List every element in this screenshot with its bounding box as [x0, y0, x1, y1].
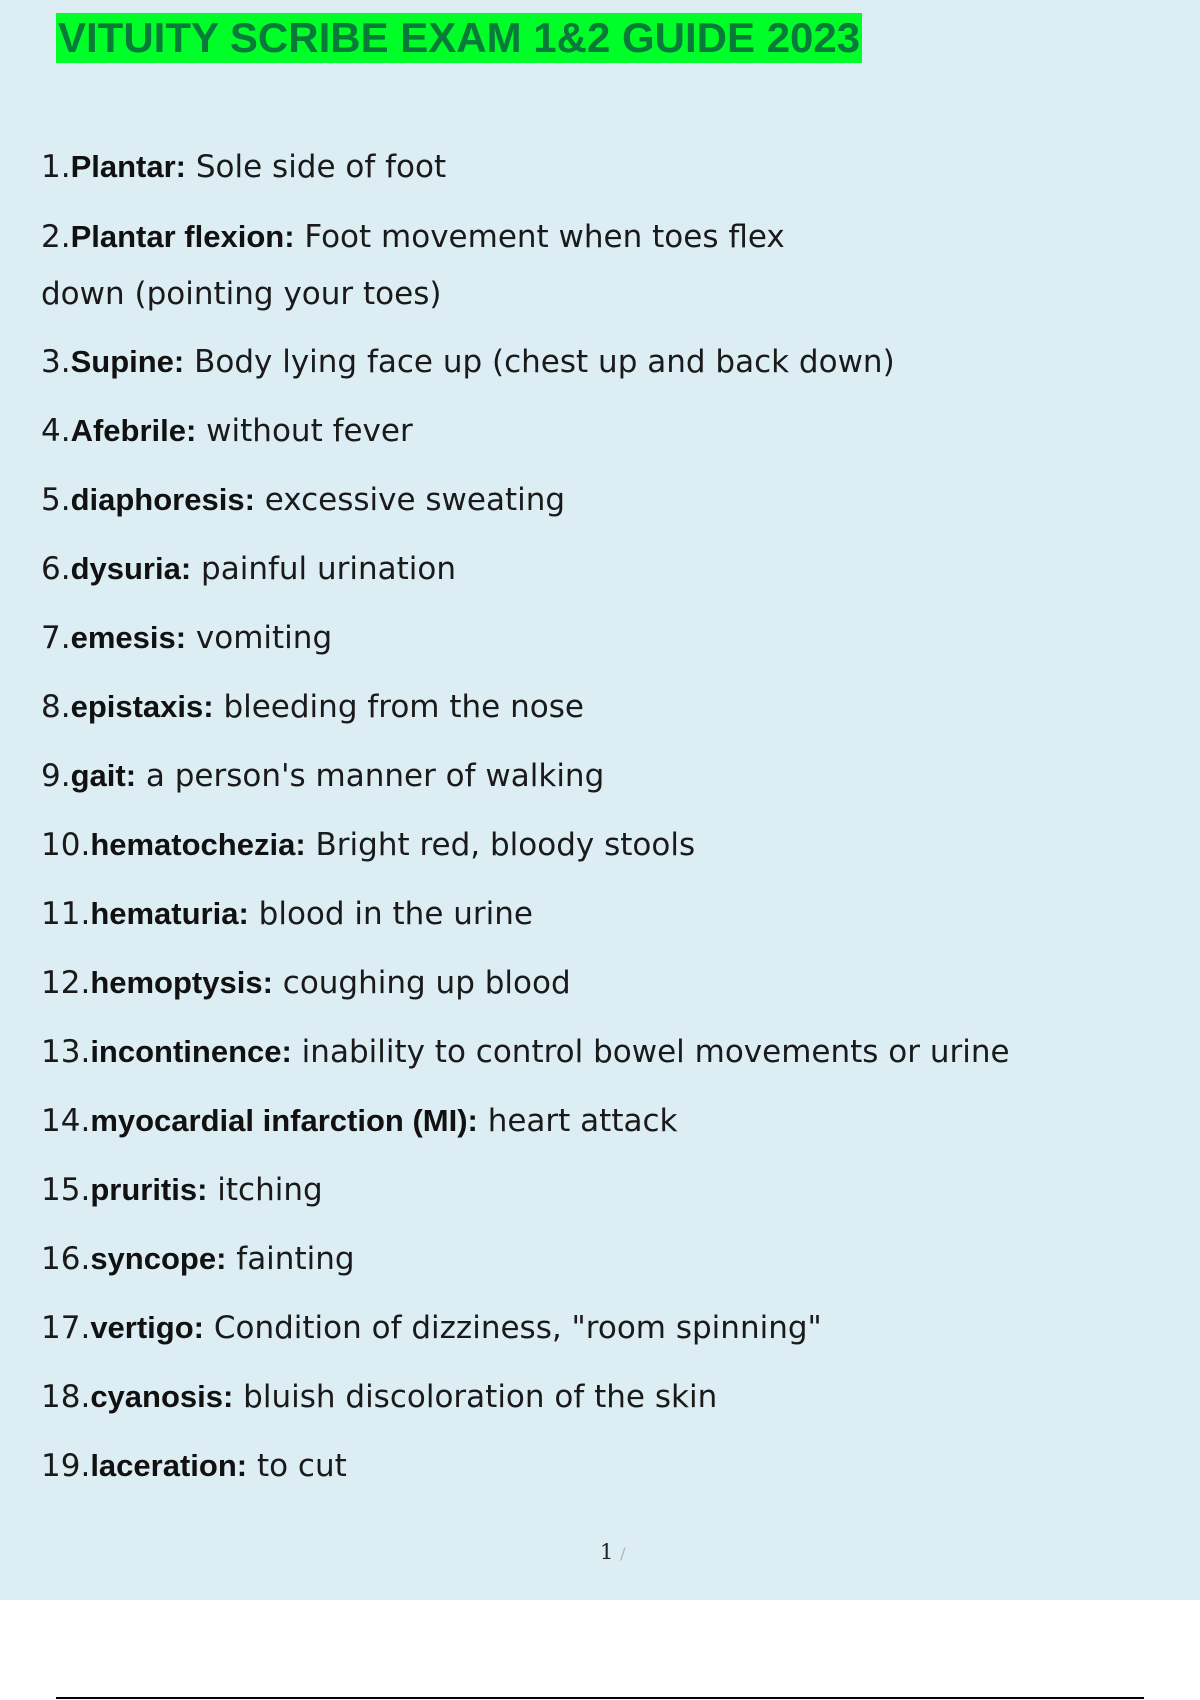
item-number: 14. — [41, 1103, 91, 1139]
list-item — [41, 209, 785, 265]
item-term: myocardial infarction (MI): — [90, 1103, 478, 1138]
list-item — [41, 1231, 355, 1287]
list-item — [41, 403, 413, 459]
list-item — [41, 1093, 677, 1149]
list-item — [41, 472, 565, 528]
item-definition: Bright red, bloody stools — [305, 827, 696, 863]
item-number: 16. — [41, 1241, 91, 1277]
item-definition: without fever — [196, 413, 413, 449]
document-title: VITUITY SCRIBE EXAM 1&2 GUIDE 2023 — [58, 14, 861, 61]
item-number: 3. — [41, 344, 71, 380]
list-item — [41, 955, 571, 1011]
item-definition: bleeding from the nose — [213, 689, 584, 725]
list-item — [41, 1024, 1010, 1080]
item-term: Afebrile: — [70, 413, 197, 448]
item-definition-continued: down (pointing your toes) — [41, 276, 442, 312]
item-term: syncope: — [90, 1241, 227, 1276]
item-definition: fainting — [226, 1241, 355, 1277]
item-number: 17. — [41, 1310, 91, 1346]
list-item — [41, 886, 533, 942]
list-item — [41, 610, 332, 666]
page-number-mark: / — [620, 1544, 626, 1563]
item-definition: painful urination — [191, 551, 457, 587]
list-item — [41, 1300, 822, 1356]
item-number: 7. — [41, 620, 71, 656]
item-number: 12. — [41, 965, 91, 1001]
item-term: hematochezia: — [90, 827, 306, 862]
item-term: hematuria: — [90, 896, 249, 931]
item-definition: heart attack — [477, 1103, 678, 1139]
item-definition: inability to control bowel movements or urine — [291, 1034, 1010, 1070]
item-term: epistaxis: — [70, 689, 214, 724]
item-definition: bluish discoloration of the skin — [233, 1379, 718, 1415]
item-definition: excessive sweating — [254, 482, 566, 518]
item-term: incontinence: — [90, 1034, 292, 1069]
item-definition: a person's manner of walking — [136, 758, 605, 794]
item-definition: itching — [207, 1172, 323, 1208]
item-definition: Sole side of foot — [186, 149, 447, 185]
item-term: gait: — [70, 758, 137, 793]
item-number: 5. — [41, 482, 71, 518]
item-definition: Condition of dizziness, "room spinning" — [204, 1310, 822, 1346]
item-number: 10. — [41, 827, 91, 863]
item-definition: to cut — [247, 1448, 347, 1484]
item-number: 13. — [41, 1034, 91, 1070]
item-number: 4. — [41, 413, 71, 449]
page-number-value: 1 — [600, 1540, 614, 1564]
next-page-divider — [56, 1697, 1144, 1699]
item-definition: vomiting — [186, 620, 333, 656]
item-term: dysuria: — [70, 551, 192, 586]
item-term: Plantar flexion: — [70, 219, 295, 254]
item-number: 15. — [41, 1172, 91, 1208]
item-term: diaphoresis: — [70, 482, 255, 517]
item-term: pruritis: — [90, 1172, 208, 1207]
item-number: 2. — [41, 219, 71, 255]
item-definition: Body lying face up (chest up and back down) — [184, 344, 895, 380]
item-term: vertigo: — [90, 1310, 204, 1345]
item-number: 18. — [41, 1379, 91, 1415]
list-item — [41, 541, 456, 597]
item-definition: blood in the urine — [248, 896, 533, 932]
item-term: laceration: — [90, 1448, 248, 1483]
item-term: hemoptysis: — [90, 965, 273, 1000]
item-number: 1. — [41, 149, 71, 185]
page-number — [600, 1540, 625, 1564]
list-item — [41, 748, 604, 804]
list-item — [41, 139, 446, 195]
item-term: cyanosis: — [90, 1379, 234, 1414]
item-definition: Foot movement when toes flex — [294, 219, 785, 255]
item-term: Supine: — [70, 344, 185, 379]
list-item — [41, 817, 695, 873]
item-number: 6. — [41, 551, 71, 587]
item-definition: coughing up blood — [272, 965, 571, 1001]
list-item — [41, 1162, 323, 1218]
list-item — [41, 679, 584, 735]
item-number: 11. — [41, 896, 91, 932]
item-number: 9. — [41, 758, 71, 794]
item-term: emesis: — [70, 620, 187, 655]
item-number: 19. — [41, 1448, 91, 1484]
item-number: 8. — [41, 689, 71, 725]
list-item — [41, 1369, 717, 1425]
list-item — [41, 1438, 347, 1494]
item-term: Plantar: — [70, 149, 186, 184]
list-item — [41, 334, 895, 390]
